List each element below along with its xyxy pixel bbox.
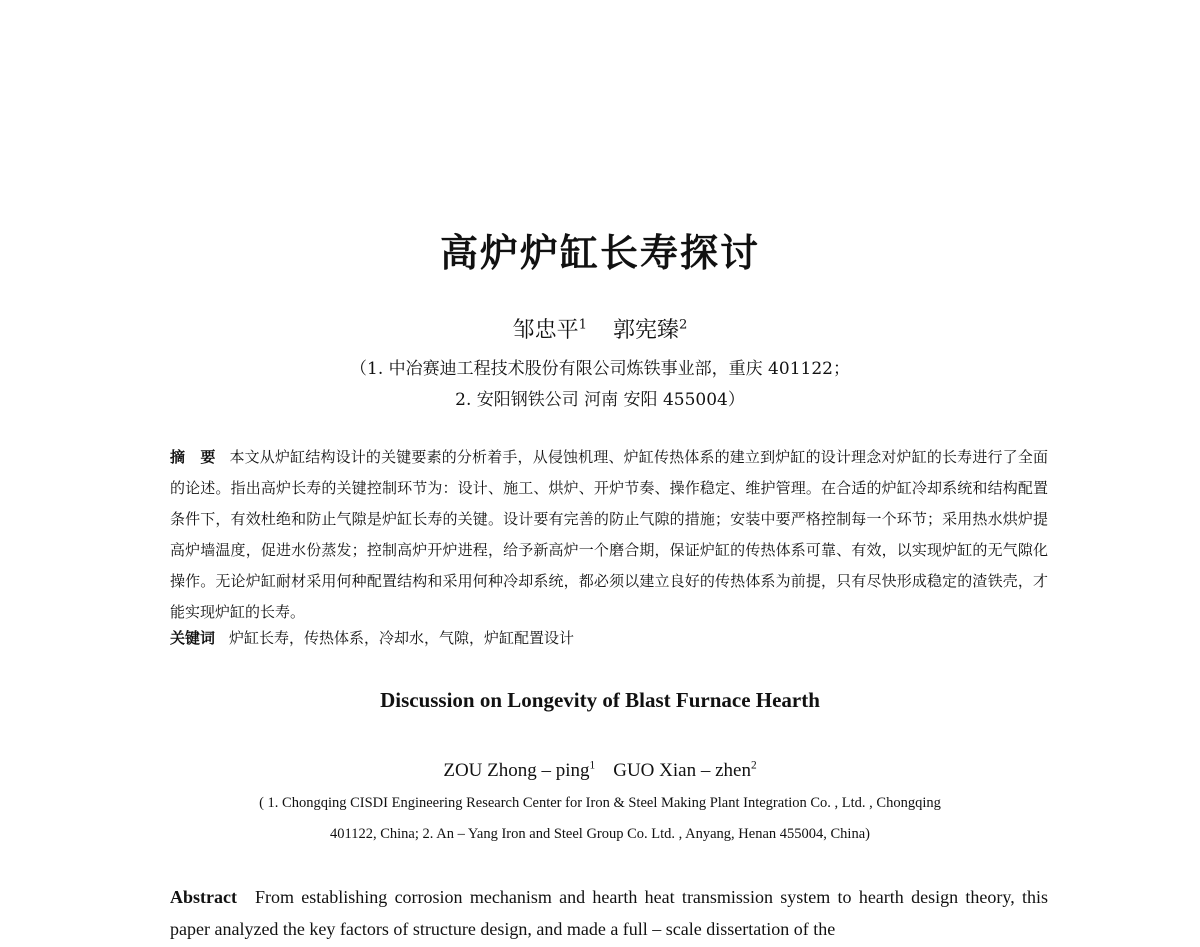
abstract-cn <box>170 442 1048 628</box>
affiliation-en-line: 401122, China; 2. An – Yang Iron and Steel Group Co. Ltd. , Anyang, Henan 455004, China) <box>330 826 870 842</box>
paper-title-cn: 高炉炉缸长寿探讨 <box>439 231 760 275</box>
author-name: 郭宪臻 <box>613 318 680 343</box>
keywords-cn <box>170 624 1048 652</box>
author-affiliation-mark: 1 <box>589 759 596 772</box>
authors-cn <box>0 313 1200 344</box>
author-affiliation-mark: 1 <box>578 317 587 333</box>
abstract-cn-text: 本文从炉缸结构设计的关键要素的分析着手，从侵蚀机理、炉缸传热体系的建立到炉缸的设计理念对炉缸的长寿进行了全面的论述。指出高炉长寿的关键控制环节为：设计、施工、烘炉、开炉节奏、操作稳定、维护管理。在合适的炉缸冷却系统和结构配置条件下，有效杜绝和防止气隙是炉缸长寿的关键。设计要有完善的防止气隙的措施；安装中要严格控制每一个环节；采用热水烘炉提高炉墙温度，促进水份蒸发；控制高炉开炉进程，给予新高炉一个磨合期，保证炉缸的传热体系可靠、有效，以实现炉缸的无气隙化操作。无论炉缸耐材采用何种配置结构和采用何种冷却系统，都必须以建立良好的传热体系为前提，只有尽快形成稳定的渣铁壳，才能实现炉缸的长寿。 <box>170 448 1048 621</box>
author-affiliation-mark: 2 <box>750 759 757 772</box>
abstract-cn-label: 摘 要 <box>170 448 216 466</box>
keywords-cn-text: 炉缸长寿，传热体系，冷却水，气隙，炉缸配置设计 <box>229 629 575 647</box>
author-name: GUO Xian – zhen <box>613 760 751 781</box>
authors-en <box>0 760 1200 782</box>
affiliation-en-line: ( 1. Chongqing CISDI Engineering Research Center for Iron & Steel Making Plant Integration Co. , Ltd. , Chongqing <box>259 795 941 811</box>
paper-title-en: Discussion on Longevity of Blast Furnace Hearth <box>380 688 820 712</box>
affiliation-cn-line: （1. 中冶赛迪工程技术股份有限公司炼铁事业部，重庆 401122； <box>350 359 850 379</box>
author-name: ZOU Zhong – ping <box>443 760 590 781</box>
abstract-en <box>170 881 1048 945</box>
author-name: 邹忠平 <box>512 318 579 343</box>
abstract-en-text: From establishing corrosion mechanism and hearth heat transmission system to hearth design theory, this paper analyzed the key factors of structure design, and made a full – scale dissertation of the <box>170 887 1048 939</box>
abstract-en-label: Abstract <box>170 887 237 907</box>
author-affiliation-mark: 2 <box>679 317 688 333</box>
affiliation-cn-line: 2. 安阳钢铁公司 河南 安阳 455004） <box>455 390 745 410</box>
keywords-cn-label: 关键词 <box>170 629 216 647</box>
